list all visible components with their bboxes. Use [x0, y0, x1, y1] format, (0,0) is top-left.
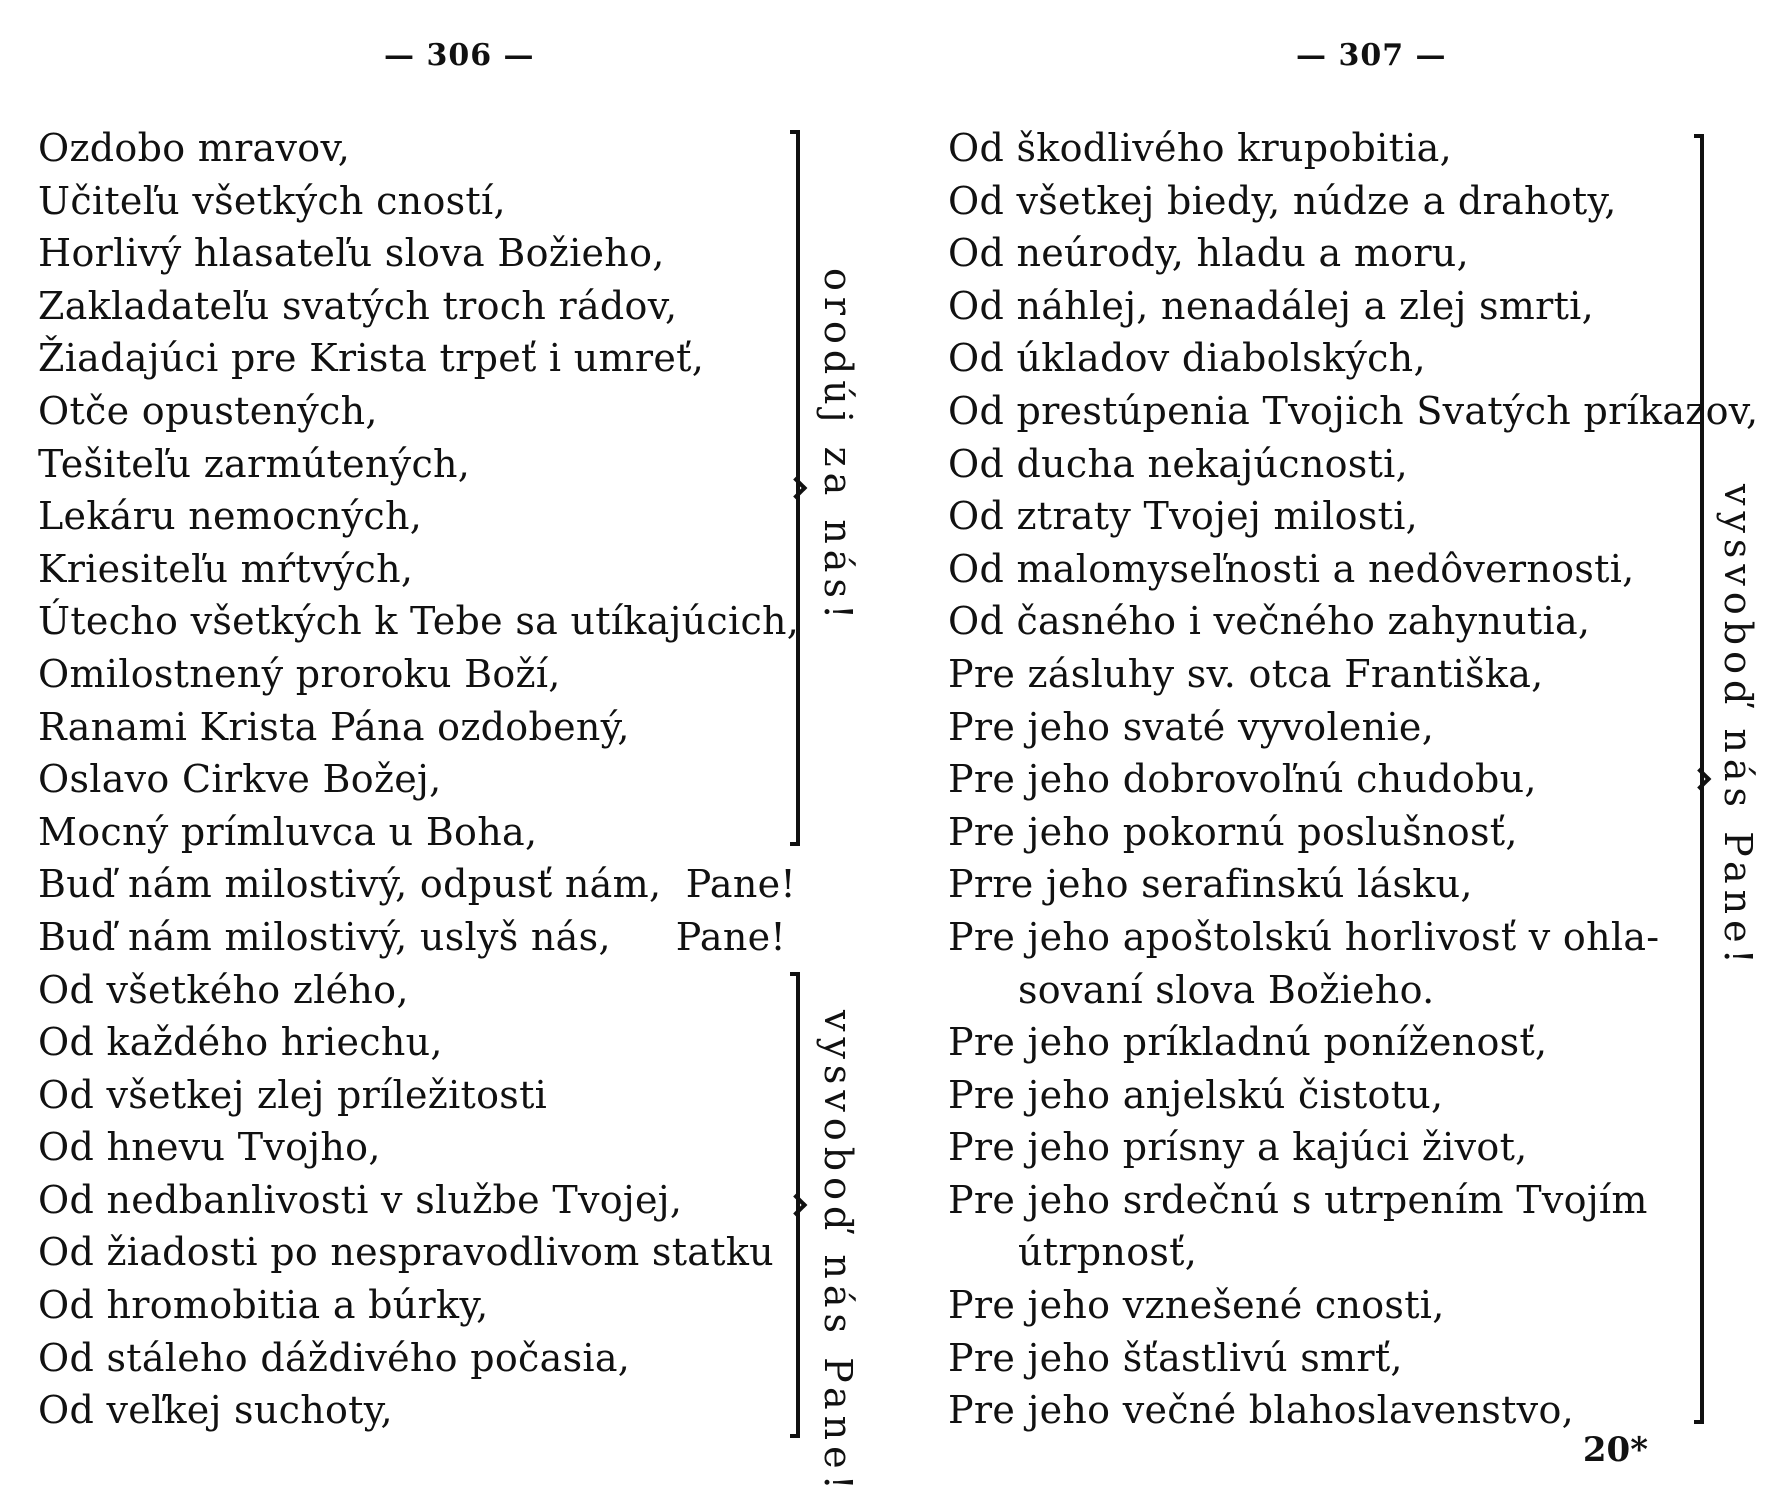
- litany-line: Od neúrody, hladu a moru,: [948, 231, 1469, 276]
- closing-line-end: Pane!: [675, 914, 786, 959]
- litany-line: Horlivý hlasateľu slova Božieho,: [38, 231, 665, 276]
- litany-line: Od škodlivého krupobitia,: [948, 126, 1452, 170]
- litany-line: Od malomyseľnosti a nedôvernosti,: [948, 546, 1635, 591]
- closing-line: [38, 858, 796, 911]
- litany-line: Pre jeho svaté vyvolenie,: [948, 704, 1435, 749]
- litany-line: Pre jeho srdečnú s utrpením Tvojím: [948, 1177, 1648, 1222]
- litany-line: Od časného i večného zahynutia,: [948, 599, 1591, 644]
- litany-line: Od každého hriechu,: [38, 1020, 443, 1065]
- litany-line: Pre jeho vznešené cnosti,: [948, 1283, 1445, 1328]
- litany-line: Od hromobitia a búrky,: [38, 1283, 489, 1328]
- litany-line: Pre zásluhy sv. otca Františka,: [948, 651, 1544, 696]
- litany-line: Zakladateľu svatých troch rádov,: [38, 283, 678, 328]
- litany-line: Od hnevu Tvojho,: [38, 1125, 381, 1170]
- litany-line: Omilostnený proroku Boží,: [38, 651, 561, 696]
- litany-line: Pre jeho šťastlivú smrť,: [948, 1335, 1403, 1380]
- left-lines: [38, 122, 799, 1437]
- litany-line: sovaní slova Božieho.: [1018, 967, 1435, 1012]
- litany-line: Od nedbanlivosti v službe Tvojej,: [38, 1177, 683, 1222]
- litany-line: Pre jeho prísny a kajúci život,: [948, 1125, 1528, 1170]
- litany-line: Od prestúpenia Tvojich Svatých príkazov,: [948, 388, 1759, 433]
- litany-line: Od žiadosti po nespravodlivom statku: [38, 1230, 774, 1275]
- response-label-1: orodúj za nás!: [816, 268, 860, 626]
- litany-line: Pre jeho apoštolskú horlivosť v ohla-: [948, 914, 1660, 959]
- right-page: [894, 0, 1788, 1500]
- brace-bracket-3: [1700, 136, 1716, 1422]
- litany-line: Od všetkej zlej príležitosti: [38, 1072, 548, 1117]
- response-label-3: vysvoboď nás Pane!: [1716, 484, 1760, 970]
- closing-lines: [38, 858, 799, 963]
- closing-line-text: Buď nám milostivý, uslyš nás,: [38, 914, 611, 959]
- litany-line: útrpnosť,: [1018, 1230, 1198, 1275]
- signature-mark: 20*: [1582, 1430, 1648, 1470]
- invocations-group-2: [38, 964, 799, 1437]
- closing-line-text: Buď nám milostivý, odpusť nám,: [38, 862, 662, 907]
- litany-line: Pre jeho večné blahoslavenstvo,: [948, 1388, 1575, 1433]
- invocations-group-1: [38, 122, 799, 858]
- litany-line: Od veľkej suchoty,: [38, 1388, 393, 1433]
- litany-line: Útecho všetkých k Tebe sa utíkajúcich,: [38, 599, 800, 644]
- brace-bracket-1: [796, 132, 812, 844]
- response-label-2: vysvoboď nás Pane!: [816, 1010, 860, 1496]
- litany-line: Od ducha nekajúcnosti,: [948, 441, 1408, 486]
- litany-line: Otče opustených,: [38, 388, 378, 433]
- litany-line: Tešiteľu zarmútených,: [38, 441, 471, 486]
- litany-line: Mocný prímluvca u Boha,: [38, 809, 538, 854]
- page-number-right: — 307 —: [1296, 38, 1447, 73]
- closing-line-end: Pane!: [685, 862, 796, 907]
- litany-line: Od všetkej biedy, núdze a drahoty,: [948, 178, 1617, 223]
- litany-line: Pre jeho dobrovoľnú chudobu,: [948, 757, 1537, 802]
- litany-line: Ozdobo mravov,: [38, 126, 351, 170]
- litany-line: Oslavo Cirkve Božej,: [38, 757, 442, 802]
- litany-line: Ranami Krista Pána ozdobený,: [38, 704, 630, 749]
- litany-line: Od všetkého zlého,: [38, 967, 409, 1012]
- brace-bracket-2: [796, 974, 812, 1436]
- litany-line: Prre jeho serafinskú lásku,: [948, 862, 1473, 907]
- litany-line: Kriesiteľu mŕtvých,: [38, 546, 414, 591]
- page-number-left: — 306 —: [384, 38, 535, 73]
- litany-line: Žiadajúci pre Krista trpeť i umreť,: [38, 336, 705, 381]
- litany-line: Lekáru nemocných,: [38, 494, 423, 539]
- right-lines: [948, 122, 1758, 1437]
- litany-line: Učiteľu všetkých cností,: [38, 178, 506, 223]
- litany-line: Pre jeho príkladnú poníženosť,: [948, 1020, 1548, 1065]
- closing-line: [38, 911, 786, 964]
- litany-line: Od náhlej, nenadálej a zlej smrti,: [948, 283, 1594, 328]
- litany-line: Pre jeho anjelskú čistotu,: [948, 1072, 1444, 1117]
- litany-line: Od úkladov diabolských,: [948, 336, 1426, 381]
- litany-line: Od ztraty Tvojej milosti,: [948, 494, 1419, 539]
- litany-line: Pre jeho pokornú poslušnosť,: [948, 809, 1518, 854]
- litany-line: Od stáleho dáždivého počasia,: [38, 1335, 631, 1380]
